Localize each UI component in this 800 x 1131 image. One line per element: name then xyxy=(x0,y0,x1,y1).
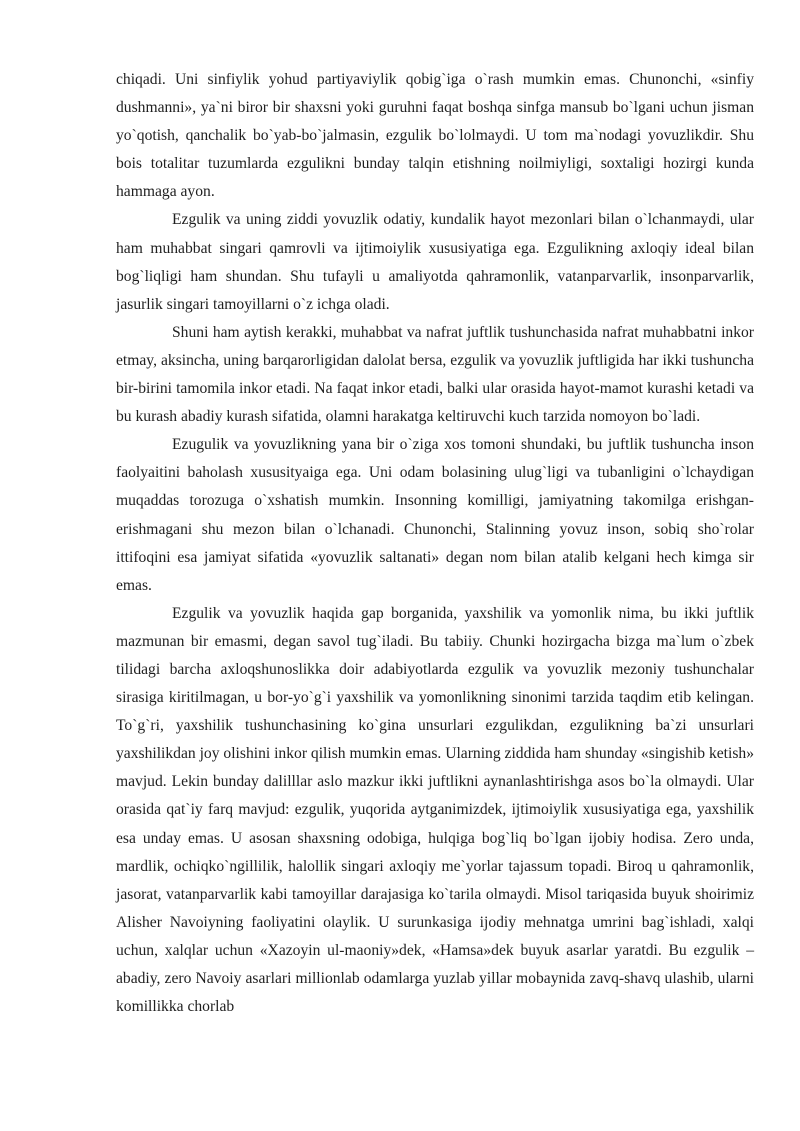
paragraph-continuation: chiqadi. Uni sinfiylik yohud partiyaviylik qobig`iga o`rash mumkin emas. Chunonchi, «sinfiy dushmanni», ya`ni biror bir shaxsni yoki guruhni faqat boshqa sinfga mansub bo`lgani uchun jisman yo`qotish, qanchalik bo`yab-bo`jalmasin, ezgulik bo`lolmaydi. U tom ma`nodagi yovuzlikdir. Shu bois totalitar tuzumlarda ezgulikni bunday talqin etishning noilmiyligi, soxtaligi hozirgi kunda hammaga ayon. xyxy=(116,71,754,201)
paragraph-ezgulik-mezonlari: Ezgulik va uning ziddi yovuzlik odatiy, kundalik hayot mezonlari bilan o`lchanmaydi, ular ham muhabbat singari qamrovli va ijtimoiylik xususiyatiga ega. Ezgulikning axloqiy ideal bilan bog`liqligi ham shundan. Shu tufayli u amaliyotda qahramonlik, vatanparvarlik, insonparvarlik, jasurlik singari tamoyillarni o`z ichga oladi. xyxy=(116,211,754,313)
paragraph-faoliyat-baholash: Ezugulik va yovuzlikning yana bir o`ziga xos tomoni shundaki, bu juftlik tushuncha inson faolyaitini baholash xususityaiga ega. Uni odam bolasining ulug`ligi va tubanligini o`lchaydigan muqaddas torozuga o`xshatish mumkin. Insonning komilligi, jamiyatning takomilga erishgan-erishmagani shu mezon bilan o`lchanadi. Chunonchi, Stalinning yovuz inson, sobiq sho`rolar ittifoqini esa jamiyat sifatida «yovuzlik saltanati» degan nom bilan atalib kelgani hech kimga sir emas. xyxy=(116,436,754,594)
paragraph-muhabbat-nafrat: Shuni ham aytish kerakki, muhabbat va nafrat juftlik tushunchasida nafrat muhabbatni inkor etmay, aksincha, uning barqarorligidan dalolat bersa, ezgulik va yovuzlik juftligida har ikki tushuncha bir-birini tamomila inkor etadi. Na faqat inkor etadi, balki ular orasida hayot-mamot kurashi ketadi va bu kurash abadiy kurash sifatida, olamni harakatga keltiruvchi kuch tarzida nomoyon bo`ladi. xyxy=(116,323,754,426)
document-page xyxy=(116,66,754,1021)
paragraph-yaxshilik-yomonlik: Ezgulik va yovuzlik haqida gap borganida, yaxshilik va yomonlik nima, bu ikki juftlik mazmunan bir emasmi, degan savol tug`iladi. Bu tabiiy. Chunki hozirgacha bizga ma`lum o`zbek tilidagi barcha axloqshunoslikka doir adabiyotlarda ezgulik va yovuzlik mezoniy tushunchalar sirasiga kiritilmagan, u bor-yo`g`i yaxshilik va yomonlikning sinonimi tarzida taqdim etib kelingan. To`g`ri, yaxshilik tushunchasining ko`gina unsurlari ezgulikdan, ezgulikning ba`zi unsurlari yaxshilikdan joy olishini inkor qilish mumkin emas. Ularning ziddida ham shunday «singishib ketish» mavjud. Lekin bunday dalilllar aslo mazkur ikki juftlikni aynanlashtirishga asos bo`la olmaydi. Ular orasida qat`iy farq mavjud: ezgulik, yuqorida aytganimizdek, ijtimoiylik xususiyatiga ega, yaxshilik esa unday emas. U asosan shaxsning odobiga, hulqiga bog`liq bo`lgan ijobiy hodisa. Zero unda, mardlik, ochiqko`ngillilik, halollik singari axloqiy me`yorlar tajassum topadi. Biroq u qahramonlik, jasorat, vatanparvarlik kabi tamoyillar darajasiga ko`tarila olmaydi. Misol tariqasida buyuk shoirimiz Alisher Navoiyning faoliyatini olaylik. U surunkasiga ijodiy mehnatga umrini bag`ishladi, xalqi uchun, xalqlar uchun «Xazoyin ul-maoniy»dek, «Hamsa»dek buyuk asarlar yaratdi. Bu ezgulik – abadiy, zero Navoiy asarlari millionlab odamlarga yuzlab yillar mobaynida zavq-shavq ulashib, ularni komillikka chorlab xyxy=(116,604,754,1016)
